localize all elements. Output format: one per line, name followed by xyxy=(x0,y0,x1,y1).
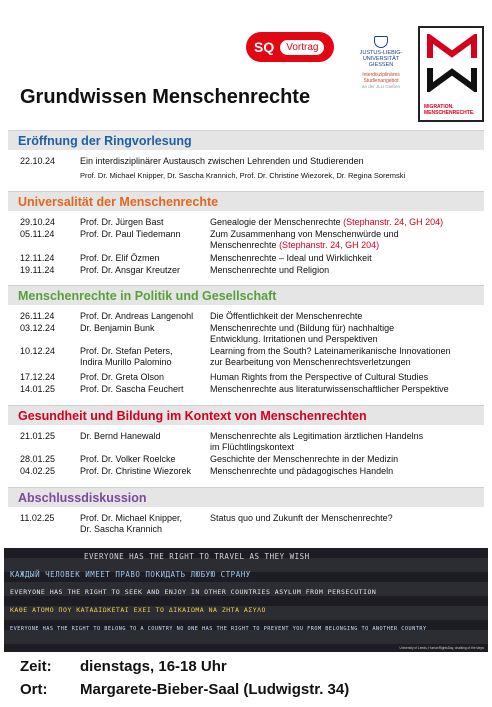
schedule-row: 12.11.24 Prof. Dr. Elif Özmen Menschenrechte – Ideal und Wirklichkeit xyxy=(20,253,372,263)
schedule-row: 21.01.25 Dr. Bernd Hanewald Menschenrechte als Legitimation ärztlichen Handelns im Flüchtlingskontext xyxy=(20,431,424,452)
chalk-line: КАЖДЫЙ ЧЕЛОВЕК ИМЕЕТ ПРАВО ПОКИДАТЬ ЛЮБУЮ СТРАНУ xyxy=(10,570,251,579)
jlu-logo xyxy=(350,36,412,90)
schedule-row: 11.02.25 Prof. Dr. Michael Knipper, Dr. Sascha Krannich Status quo und Zukunft der Menschenrechte? xyxy=(20,513,393,534)
mm-text: MIGRATION. MENSCHENRECHTE. xyxy=(424,104,475,116)
ort-label: Ort: xyxy=(20,681,48,698)
section-title: Abschlussdiskussion xyxy=(8,487,484,507)
schedule-row: 04.02.25 Prof. Dr. Christine Wiezorek Menschenrechte und pädagogisches Handeln xyxy=(20,466,394,476)
jlu-sub: Interdisziplinäres Studienangebot xyxy=(362,72,400,84)
schedule-row: 29.10.24 Prof. Dr. Jürgen Bast Genealogie der Menschenrechte (Stephanstr. 24, GH 204) xyxy=(20,217,444,227)
jlu-sub2: an der JLU Gießen xyxy=(361,84,401,89)
schedule-row: 22.10.24 Ein interdisziplinärer Austausch zwischen Lehrenden und Studierenden xyxy=(20,156,364,166)
jlu-name: JUSTUS-LIEBIG-UNIVERSITÄT GIESSEN xyxy=(359,50,403,68)
page-title: Grundwissen Menschenrechte xyxy=(20,86,311,108)
mm-logo-icon xyxy=(426,34,478,92)
schedule-row: 03.12.24 Dr. Benjamin Bunk Menschenrechte und (Bildung für) nachhaltige Entwicklung. Irritationen und Perspektiven xyxy=(20,323,395,344)
photo-credit: University of Leeds, HumanRightsDay, chalking of the steps xyxy=(399,646,484,650)
sq-vortrag-logo xyxy=(246,32,334,62)
section-politik-gesellschaft xyxy=(8,285,484,396)
chalk-line: EVERYONE HAS THE RIGHT TO TRAVEL AS THEY WISH xyxy=(84,552,310,561)
schedule-row: 05.11.24 Prof. Dr. Paul Tiedemann Zum Zusammenhang von Menschenwürde und Menschenrechte (Stephanstr. 24, GH 204) xyxy=(20,229,399,250)
zeit-value: dienstags, 16-18 Uhr xyxy=(80,658,227,675)
ort-value: Margarete-Bieber-Saal (Ludwigstr. 34) xyxy=(80,681,350,698)
schedule-row: 26.11.24 Prof. Dr. Andreas Langenohl Die Öffentlichkeit der Menschenrechte xyxy=(20,311,363,321)
schedule-row: 28.01.25 Prof. Dr. Volker Roelcke Geschichte der Menschenrechte in der Medizin xyxy=(20,454,399,464)
university-crest-icon xyxy=(374,36,388,48)
section-title: Gesundheit und Bildung im Kontext von Menschenrechten xyxy=(8,405,484,425)
sq-label: SQ xyxy=(254,39,275,55)
section-title: Eröffnung der Ringvorlesung xyxy=(8,130,484,150)
schedule-row: 19.11.24 Prof. Dr. Ansgar Kreutzer Menschenrechte und Religion xyxy=(20,265,330,275)
schedule-row: Prof. Dr. Michael Knipper, Dr. Sascha Krannich, Prof. Dr. Christine Wiezorek, Dr. Regina Soremski xyxy=(80,171,406,180)
section-title: Universalität der Menschenrechte xyxy=(8,191,484,211)
zeit-label: Zeit: xyxy=(20,658,52,675)
chalk-steps-photo xyxy=(4,548,488,652)
section-eroeffnung xyxy=(8,130,484,184)
section-title: Menschenrechte in Politik und Gesellschaft xyxy=(8,285,484,305)
schedule-row: 14.01.25 Prof. Dr. Sascha Feuchert Menschenrechte aus literaturwissenschaftlicher Perspektive xyxy=(20,384,449,394)
section-abschlussdiskussion xyxy=(8,487,484,537)
chalk-line: ΚΑΘΕ ΑΤΟΜΟ ΠΟΥ ΚΑΤΑΔΙΩΚΕΤΑΙ ΕΧΕΙ ΤΟ ΔΙΚΑΙΩΜΑ ΝΑ ΖΗΤΑ ΑΣΥΛΟ xyxy=(10,606,266,614)
schedule-row: 10.12.24 Prof. Dr. Stefan Peters, Indira Murillo Palomino Learning from the South? Lateinamerikanische Innovationen zur Bearbeitung von Menschenrechtsverletzungen xyxy=(20,346,451,367)
header xyxy=(0,0,492,125)
migration-menschenrechte-logo xyxy=(418,26,484,122)
chalk-line: EVERYONE HAS THE RIGHT TO SEEK AND ENJOY IN OTHER COUNTRIES ASYLUM FROM PERSECUTION xyxy=(10,588,377,596)
chalk-line: EVERYONE HAS THE RIGHT TO BELONG TO A COUNTRY NO ONE HAS THE RIGHT TO PREVENT YOU FROM BELONGING TO ANOTHER COUNTRY xyxy=(10,626,427,632)
section-gesundheit-bildung xyxy=(8,405,484,478)
schedule-row: 17.12.24 Prof. Dr. Greta Olson Human Rights from the Perspective of Cultural Studies xyxy=(20,372,429,382)
section-universalitaet xyxy=(8,191,484,277)
vortrag-label: Vortrag xyxy=(280,40,324,55)
